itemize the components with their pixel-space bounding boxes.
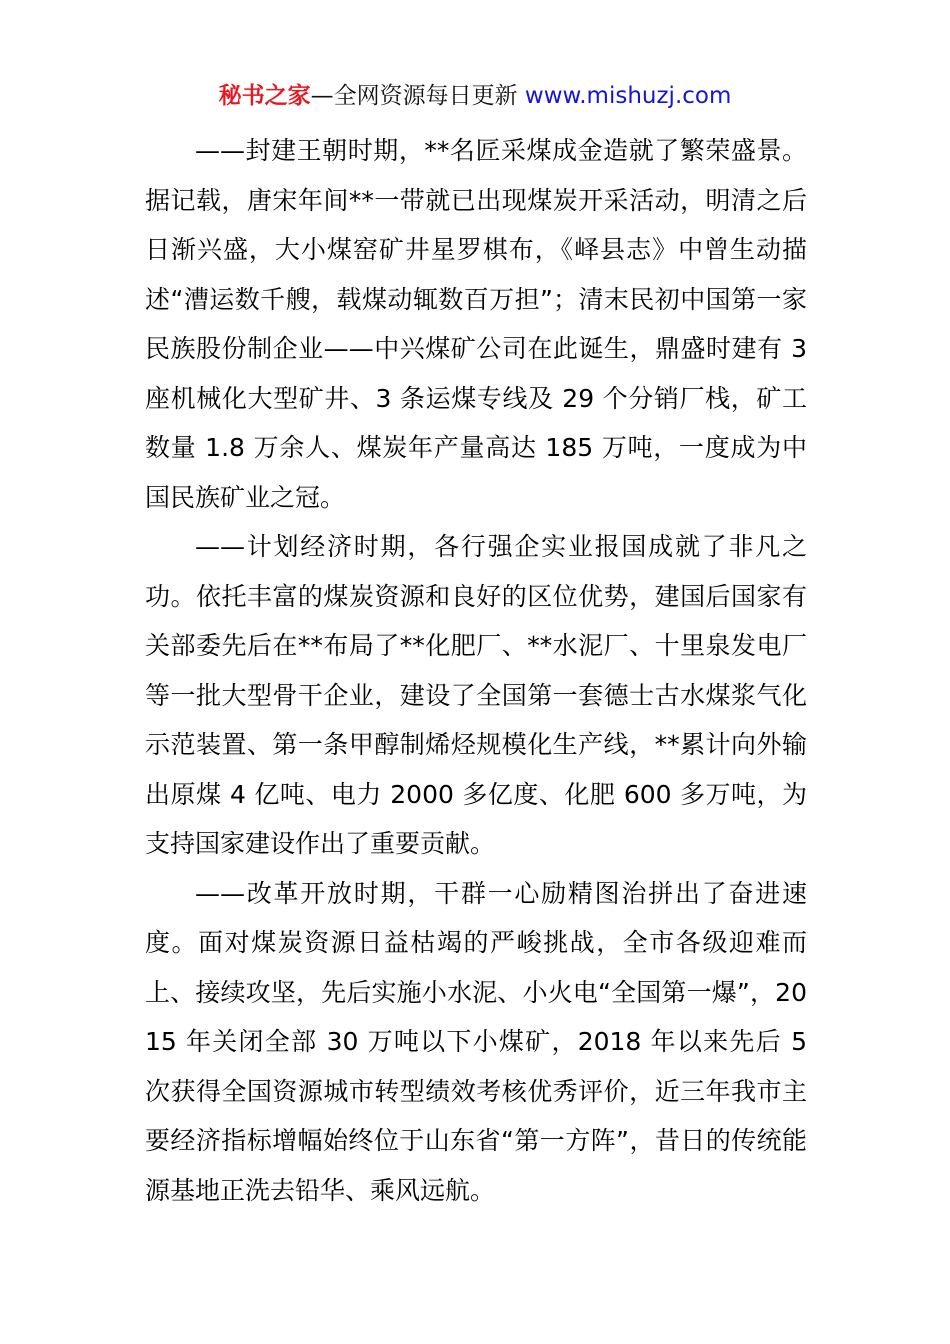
site-brand: 秘书之家 (218, 83, 311, 109)
site-tagline: —全网资源每日更新 (310, 83, 525, 109)
paragraph-feudal-era: ——封建王朝时期，**名匠采煤成金造就了繁荣盛景。据记载，唐宋年间**一带就已出现煤炭开采活动，明清之后日渐兴盛，大小煤窑矿井星罗棋布，《峄县志》中曾生动描述“漕运数千艘，载煤动辄数百万担”；清末民初中国第一家民族股份制企业——中兴煤矿公司在此诞生，鼎盛时建有 3 座机械化大型矿井、3 条运煤专线及 29 个分销厂栈，矿工数量 1.8 万余人、煤炭年产量高达 185 万吨，一度成为中国民族矿业之冠。 (145, 136, 807, 512)
document-body (145, 126, 807, 1215)
page-header (0, 80, 950, 112)
site-url-link[interactable]: www.mishuzj.com (524, 83, 732, 109)
paragraph-planned-economy-era: ——计划经济时期，各行强企实业报国成就了非凡之功。依托丰富的煤炭资源和良好的区位优势，建国后国家有关部委先后在**布局了**化肥厂、**水泥厂、十里泉发电厂等一批大型骨干企业，建设了全国第一套德士古水煤浆气化示范装置、第一条甲醇制烯烃规模化生产线，**累计向外输出原煤 4 亿吨、电力 2000 多亿度、化肥 600 多万吨，为支持国家建设作出了重要贡献。 (145, 532, 807, 858)
paragraph-reform-era: ——改革开放时期，干群一心励精图治拼出了奋进速度。面对煤炭资源日益枯竭的严峻挑战，全市各级迎难而上、接续攻坚，先后实施小水泥、小火电“全国第一爆”，2015 年关闭全部 30 万吨以下小煤矿，2018 年以来先后 5 次获得全国资源城市转型绩效考核优秀评价，近三年我市主要经济指标增幅始终位于山东省“第一方阵”，昔日的传统能源基地正洗去铅华、乘风远航。 (145, 878, 807, 1205)
